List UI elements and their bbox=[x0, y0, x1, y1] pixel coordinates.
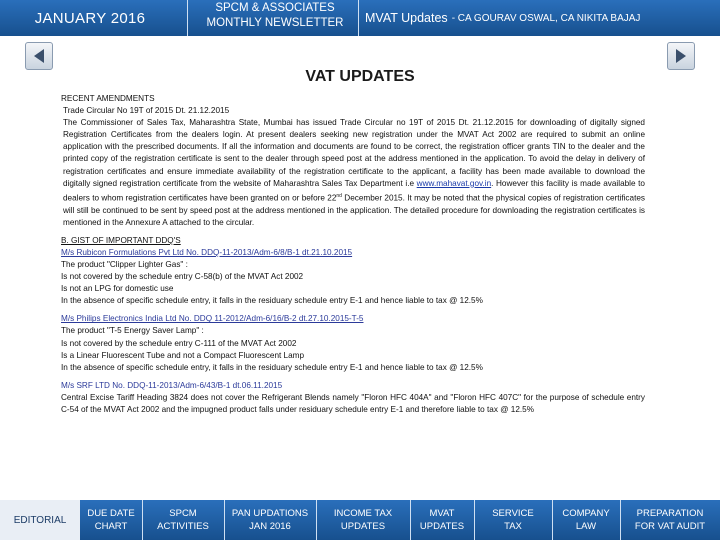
ddq-line: Is not covered by the schedule entry C-111 of the MVAT Act 2002 bbox=[61, 338, 297, 348]
nav-income-tax-updates[interactable] bbox=[318, 500, 408, 540]
ddq-case-heading: M/s Rubicon Formulations Pvt Ltd No. DDQ-11-2013/Adm-6/8/B-1 dt.21.10.2015 bbox=[61, 247, 353, 257]
nav-editorial[interactable] bbox=[0, 500, 80, 540]
nav-preparation-vat-audit[interactable] bbox=[622, 500, 718, 540]
nav-divider bbox=[316, 500, 317, 540]
ddq-heading: B. GIST OF IMPORTANT DDQ'S bbox=[61, 235, 181, 245]
nav-label: SERVICE bbox=[492, 508, 534, 519]
nav-divider bbox=[474, 500, 475, 540]
header-divider bbox=[187, 0, 188, 36]
nav-label: COMPANY bbox=[562, 508, 610, 519]
ddq-line: Is not covered by the schedule entry C-58(b) of the MVAT Act 2002 bbox=[61, 272, 304, 282]
org-name: SPCM & ASSOCIATES bbox=[215, 2, 335, 14]
nav-divider bbox=[224, 500, 225, 540]
circular-text: December 2015. It may be noted that the physical copies of registration certificates will still be continued to be sent by speed post at the address mentioned in the application. The detailed procedure for downloading the registration certificates is mentioned in the Annexure A attached to the circular. bbox=[63, 193, 646, 227]
ddq-line: The product "T-5 Energy Saver Lamp" : bbox=[61, 326, 204, 336]
ddq-case-heading: M/s Philips Electronics India Ltd No. DDQ 11-2012/Adm-6/16/B-2 dt.27.10.2015-T-5 bbox=[61, 314, 364, 324]
section-header bbox=[365, 0, 720, 36]
ddq-line: In the absence of specific schedule entry, it falls in the residuary schedule entry E-1 and hence liable to tax @ 12.5% bbox=[61, 362, 483, 372]
nav-divider bbox=[142, 500, 143, 540]
mahavat-link[interactable]: www.mahavat.gov.in bbox=[416, 178, 492, 188]
ddq-case-heading: M/s SRF LTD No. DDQ-11-2013/Adm-6/43/B-1 dt.06.11.2015 bbox=[61, 380, 283, 390]
ordinal-suffix: nd bbox=[336, 192, 342, 199]
ddq-line: The product "Clipper Lighter Gas" : bbox=[61, 259, 188, 269]
nav-label: INCOME TAX bbox=[333, 508, 393, 519]
nav-divider bbox=[620, 500, 621, 540]
ddq-line: In the absence of specific schedule entry, it falls in the residuary schedule entry E-1 and hence liable to tax @ 12.5% bbox=[61, 296, 483, 306]
amendments-heading: RECENT AMENDMENTS bbox=[61, 94, 155, 103]
nav-mvat-updates[interactable] bbox=[412, 500, 472, 540]
nav-pan-updations[interactable] bbox=[226, 500, 314, 540]
nav-label: UPDATES bbox=[340, 521, 386, 532]
newsletter-name bbox=[195, 0, 355, 37]
ddq-paragraph: Central Excise Tariff Heading 3824 does not cover the Refrigerant Blends namely "Floron HFC 404A" and "Floron HFC 407C" for the purpose of schedule entry C-54 of the MVAT Act 2002 and the impugned product falls under residuary schedule entry E-1 and therefore liable to tax @ 12.5% bbox=[61, 392, 645, 414]
nav-label: PREPARATION bbox=[636, 508, 704, 519]
nav-label: TAX bbox=[504, 521, 522, 532]
ddq-line: Is a Linear Fluorescent Tube and not a Compact Fluorescent Lamp bbox=[61, 350, 305, 360]
header-divider bbox=[358, 0, 359, 36]
nav-label: FOR VAT AUDIT bbox=[634, 521, 706, 532]
circular-heading: Trade Circular No 19T of 2015 Dt. 21.12.2015 bbox=[63, 106, 230, 116]
nav-label: DUE DATE bbox=[87, 508, 135, 519]
nav-due-date-chart[interactable] bbox=[82, 500, 140, 540]
nav-label: SPCM bbox=[169, 508, 197, 519]
nav-label: UPDATES bbox=[419, 521, 465, 532]
circular-text: . However this facility is made available to dealers to whom registration certificates have been granted on or before 22 bbox=[63, 178, 645, 203]
newsletter-subtitle: MONTHLY NEWSLETTER bbox=[206, 17, 344, 29]
nav-label: ACTIVITIES bbox=[157, 521, 209, 532]
nav-divider bbox=[552, 500, 553, 540]
nav-label: PAN UPDATIONS bbox=[231, 508, 309, 519]
next-page-button[interactable] bbox=[667, 42, 695, 70]
section-authors: - CA GOURAV OSWAL, CA NIKITA BAJAJ bbox=[451, 12, 641, 24]
article-body bbox=[61, 93, 645, 416]
nav-label: MVAT bbox=[429, 508, 455, 519]
nav-service-tax[interactable] bbox=[476, 500, 550, 540]
issue-month: JANUARY 2016 bbox=[34, 9, 146, 27]
arrow-right-icon bbox=[676, 49, 686, 63]
nav-company-law[interactable] bbox=[554, 500, 618, 540]
section-title: MVAT Updates bbox=[365, 11, 448, 25]
previous-page-button[interactable] bbox=[25, 42, 53, 70]
nav-spcm-activities[interactable] bbox=[144, 500, 222, 540]
circular-paragraph bbox=[61, 117, 645, 229]
nav-label: EDITORIAL bbox=[13, 514, 67, 526]
arrow-left-icon bbox=[34, 49, 44, 63]
circular-text: The Commissioner of Sales Tax, Maharashtra State, Mumbai has issued Trade Circular no 19T of 2015 Dt. 21.12.2015 for downloading of digitally signed Registration Certificates from the dealers login. At present dealers seeking new registration under the MVAT Act 2002 are required to submit an online application with the prescribed documents. If all the information and documents are found to be correct, the registration officer grants TIN to the dealer and the printed copy of the registration certificate is sent to the dealer through speed post at the address mentioned in the application. To avoid the delay in delivery of registration certificates and ensure immediate availability of the registration certificate to the applicant, a facility has been made available to download the digitally signed registration certificate from the website of Maharashtra Sales Tax Department i.e bbox=[63, 118, 645, 188]
ddq-line: Is not an LPG for domestic use bbox=[61, 284, 174, 294]
page-title: VAT UPDATES bbox=[305, 68, 415, 85]
nav-label: JAN 2016 bbox=[249, 521, 291, 532]
nav-label: CHART bbox=[94, 521, 128, 532]
nav-divider bbox=[410, 500, 411, 540]
nav-label: LAW bbox=[575, 521, 597, 532]
